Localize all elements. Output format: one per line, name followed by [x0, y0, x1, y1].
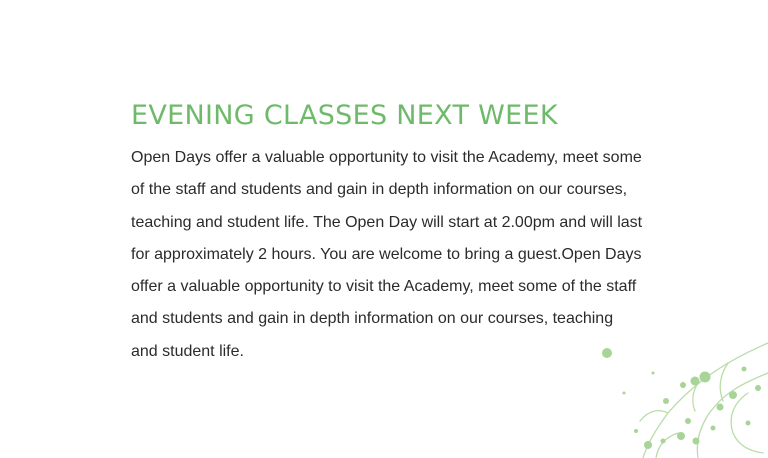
- floral-vine-decoration-icon: [548, 333, 768, 458]
- section-heading: EVENING CLASSES NEXT WEEK: [131, 100, 558, 131]
- evening-classes-section: [131, 98, 651, 368]
- section-body-text: Open Days offer a valuable opportunity to visit the Academy, meet some of the staff and students and gain in depth information on our courses, teaching and student life. The Open Day will start at 2.00pm and will last for approximately 2 hours. You are welcome to bring a guest.Open Days offer a valuable opportunity to visit the Academy, meet some of the staff and students and gain in depth information on our courses, teaching and student life.: [131, 149, 643, 360]
